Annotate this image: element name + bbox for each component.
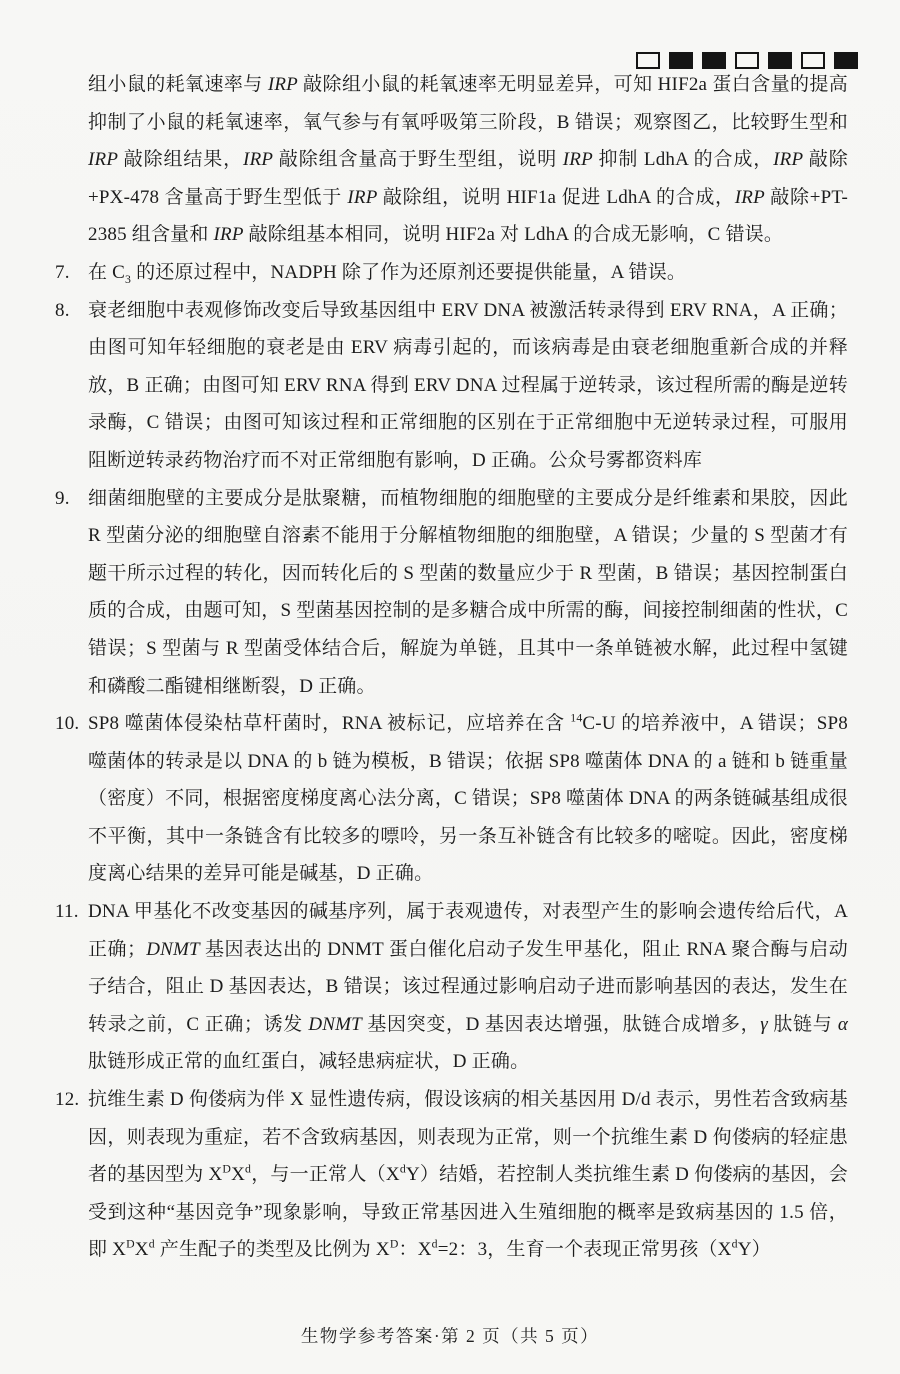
- item-11: [55, 893, 848, 1081]
- answer-text: 肽链与: [767, 1013, 838, 1035]
- sup-text: d: [245, 1162, 252, 1176]
- sup-text: d: [399, 1162, 406, 1176]
- answer-text: SP8 噬菌体侵染枯草杆菌时，RNA 被标记，应培养在含: [88, 713, 571, 735]
- answer-text: DNA 甲基化不改变基因的碱基序列，属于表观遗传，对表型产生的影响会遗传给后代，A 正确；: [88, 901, 848, 960]
- answer-text: 敲除+PT-2385 组含量和: [88, 186, 849, 246]
- answer-text: 抗维生素 D 佝偻病为伴 X 显性遗传病，假设该病的相关基因用 D/d 表示，男性若含致病基因，则表现为重症，若不含致病基因，则表现为正常，则一个抗维生素 D 佝偻病的轻症患者的基因型为 X: [88, 1089, 848, 1186]
- item-12: [55, 1081, 849, 1269]
- footer-text: 生物学参考答案·第 2 页（共 5 页）: [300, 1326, 600, 1346]
- answer-text: ：X: [398, 1239, 432, 1261]
- item-number: 11.: [55, 901, 79, 923]
- answer-text: 敲除组，说明 HIF1a 促进 LdhA 的合成，: [377, 186, 735, 208]
- italic-term: IRP: [213, 224, 244, 246]
- sup-text: D: [126, 1238, 135, 1252]
- item-7: [55, 254, 848, 292]
- sup-text: 14: [570, 711, 583, 725]
- sup-text: D: [222, 1162, 232, 1176]
- answer-text: 敲除组小鼠的耗氧速率无明显差异，可知 HIF2a 蛋白含量的提高抑制了小鼠的耗氧速率，氧气参与有氧呼吸第三阶段，B 错误；观察图乙，比较野生型和: [88, 74, 848, 133]
- answer-text: 敲除组基本相同，说明 HIF2a 对 LdhA 的合成无影响，C 错误。: [243, 224, 784, 246]
- answer-text: 的还原过程中，NADPH 除了作为还原剂还要提供能量，A 错误。: [131, 261, 687, 283]
- answer-text: 产生配子的类型及比例为 X: [154, 1239, 390, 1261]
- item-6-continuation: [88, 66, 848, 254]
- item-9: [55, 480, 848, 706]
- italic-term: IRP: [773, 149, 804, 171]
- italic-term: IRP: [734, 186, 765, 208]
- sup-text: d: [431, 1238, 438, 1252]
- answer-text: 基因突变，D 基因表达增强，肽链合成增多，: [361, 1013, 761, 1035]
- italic-term: γ: [760, 1013, 768, 1035]
- item-number: 8.: [55, 299, 70, 321]
- italic-term: IRP: [347, 186, 378, 208]
- answer-text: 敲除+PX-478 含量高于野生型低于: [88, 149, 848, 208]
- sup-text: d: [731, 1238, 738, 1252]
- item-8: [55, 292, 848, 480]
- item-number: 12.: [55, 1089, 80, 1111]
- answer-text: 肽链形成正常的血红蛋白，减轻患病症状，D 正确。: [88, 1051, 530, 1073]
- answer-text: 基因表达出的 DNMT 蛋白催化启动子发生甲基化，阻止 RNA 聚合酶与启动子结合，阻止 D 基因表达，B 错误；该过程通过影响启动子进而影响基因的表达，发生在转录之前，C 正确；诱发: [88, 938, 848, 1035]
- item-number: 10.: [55, 713, 80, 735]
- answer-text: 抑制 LdhA 的合成，: [592, 149, 774, 171]
- answer-text: C-U 的培养液中，A 错误；SP8 噬菌体的转录是以 DNA 的 b 链为模板，B 错误；依据 SP8 噬菌体 DNA 的 a 链和 b 链重量（密度）不同，根据密度梯度离心法分离，C 错误；SP8 噬菌体 DNA 的两条链碱基组成很不平衡，其中一条链含有比较多的嘌呤，另一条互补链含有比较多的嘧啶。因此，密度梯度离心结果的差异可能是碱基，D 正确。: [88, 713, 848, 885]
- answer-text: 敲除组结果，: [118, 149, 244, 171]
- item-10: [55, 705, 848, 893]
- sup-text: D: [389, 1238, 399, 1252]
- item-number: 7.: [55, 261, 70, 283]
- answer-text: ，与一正常人（X: [251, 1164, 400, 1186]
- sub-text: 3: [125, 272, 132, 286]
- answer-text: Y）结婚，若控制人类抗维生素 D 佝偻病的基因，会受到这种“基因竞争”现象影响，导致正常基因进入生殖细胞的概率是致病基因的 1.5 倍，即 X: [88, 1164, 849, 1261]
- italic-term: IRP: [267, 74, 298, 95]
- italic-term: IRP: [243, 149, 274, 171]
- italic-term: IRP: [562, 149, 593, 171]
- answer-text: X: [231, 1164, 246, 1186]
- page-footer: [0, 1323, 900, 1348]
- answer-text: =2：3，生育一个表现正常男孩（X: [437, 1239, 732, 1261]
- italic-term: α: [837, 1013, 848, 1035]
- answer-text: 敲除组含量高于野生型组，说明: [273, 149, 563, 171]
- answer-text: 衰老细胞中表观修饰改变后导致基因组中 ERV DNA 被激活转录得到 ERV RNA，A 正确；由图可知年轻细胞的衰老是由 ERV 病毒引起的，而该病毒是由衰老细胞重新合成的并释放，B 正确；由图可知 ERV RNA 得到 ERV DNA 过程属于逆转录，该过程所需的酶是逆转录酶，C 错误；由图可知该过程和正常细胞的区别在于正常细胞中无逆转录过程，可服用阻断逆转录药物治疗而不对正常细胞有影响，D 正确。公众号雾都资料库: [88, 299, 848, 471]
- item-number: 9.: [55, 487, 70, 509]
- italic-term: IRP: [88, 149, 119, 171]
- answer-text: 细菌细胞壁的主要成分是肽聚糖，而植物细胞的细胞壁的主要成分是纤维素和果胶，因此 R 型菌分泌的细胞壁自溶素不能用于分解植物细胞的细胞壁，A 错误；少量的 S 型菌才有题干所示过程的转化，因而转化后的 S 型菌的数量应少于 R 型菌，B 错误；基因控制蛋白质的合成，由题可知，S 型菌基因控制的是多糖合成中所需的酶，间接控制细菌的性状，C 错误；S 型菌与 R 型菌受体结合后，解旋为单链，且其中一条单链被水解，此过程中氢键和磷酸二酯键相继断裂，D 正确。: [88, 487, 848, 697]
- italic-term: DNMT: [308, 1013, 362, 1035]
- sup-text: d: [148, 1238, 155, 1252]
- answer-content: [55, 66, 849, 1269]
- answer-text: 在 C: [88, 261, 126, 283]
- answer-text: Y）: [737, 1239, 771, 1261]
- answer-text: X: [134, 1239, 149, 1261]
- italic-term: DNMT: [146, 938, 200, 960]
- answer-text: 组小鼠的耗氧速率与: [88, 74, 268, 95]
